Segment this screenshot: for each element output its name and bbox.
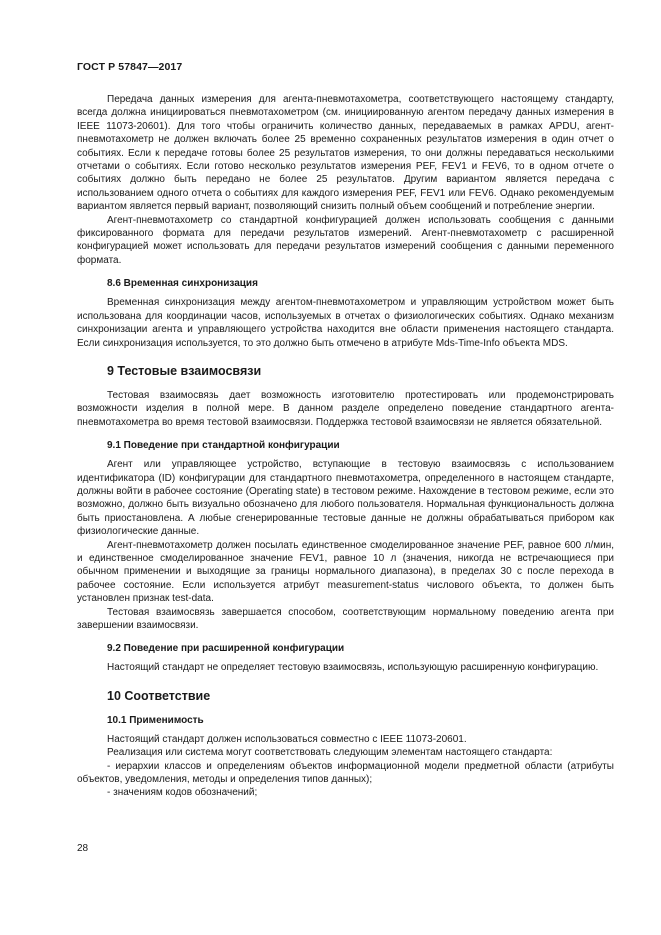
paragraph: Тестовая взаимосвязь завершается способом, соответствующим нормальному поведению агента при завершении взаимосвязи. bbox=[77, 606, 614, 631]
document-body bbox=[77, 93, 614, 800]
section-heading-9: 9 Тестовые взаимосвязи bbox=[107, 363, 262, 378]
list-item: - иерархии классов и определениям объектов информационной модели предметной области (атрибуты объектов, уведомления, методы и определения типов данных); bbox=[77, 760, 614, 786]
list-item: - значениям кодов обозначений; bbox=[107, 787, 258, 799]
paragraph: Временная синхронизация между агентом-пневмотахометром и управляющим устройством может быть использована для координации часов, используемых в отчетах о физиологических событиях. Однако механизм синхронизации агента и управляющего устройства находится вне области применения настоящего стандарта. Если синхронизация используется, то это должно быть отмечено в атрибуте Mds-Time-Info объекта MDS. bbox=[77, 297, 614, 349]
paragraph: Тестовая взаимосвязь дает возможность изготовителю протестировать или продемонстрировать возможности изделия в полной мере. В данном разделе определено поведение стандартного агента-пневмотахометра во время тестовой взаимосвязи. Поддержка тестовой взаимосвязи не является обязательной. bbox=[77, 389, 614, 428]
paragraph: Передача данных измерения для агента-пневмотахометра, соответствующего настоящему стандарту, всегда должна инициироваться пневмотахометром (см. инициированную агентом передачу данных измерения в IEEE 11073-20601). Для того чтобы ограничить количество данных, передаваемых в рамках APDU, агент-пневмотахометр не должен включать более 25 временно сохраненных результатов измерения в один отчет о событиях. Если к передаче готовы более 25 результатов измерения, то они должны передаваться несколькими отчетами о событиях. Если готово несколько результатов измерения PEF, FEV1 и FEV6, то в одном отчете о событиях должно быть передано не более 25 результатов. Другим вариантом является передача с использованием одного отчета о событиях для каждого измерения PEF, FEV1 или FEV6. Однако рекомендуемым вариантом является первый вариант, позволяющий снизить полный объем сообщений и потребление энергии. bbox=[77, 94, 614, 213]
paragraph: Агент или управляющее устройство, вступающие в тестовую взаимосвязь с использованием идентификатора (ID) конфигурации для стандартного пневмотахометра, определенного в настоящем стандарте, должны войти в рабочее состояние (Operating state) в тестовом режиме. Нахождение в тестовом режиме, если это возможно, должно быть визуально обозначено для любого пользователя. Нормальная функциональность должна быть приостановлена. А любые сгенерированные тестовые данные не должны обрабатываться прибором как физиологические данные. bbox=[77, 459, 614, 538]
paragraph: Агент-пневмотахометр со стандартной конфигурацией должен использовать сообщения с данными фиксированного формата для передачи результатов измерений. Агент-пневмотахометр с расширенной конфигурацией может использовать для передачи результатов измерений сообщения с данными переменного формата. bbox=[77, 214, 614, 266]
paragraph: Реализация или система могут соответствовать следующим элементам настоящего стандарта: bbox=[107, 747, 553, 759]
page-number: 28 bbox=[77, 843, 89, 854]
paragraph: Агент-пневмотахометр должен посылать единственное смоделированное значение PEF, равное 600 л/мин, и единственное смоделированное значение FEV1, равное 10 л (значения, никогда не встречающиеся при обычном применении и выходящие за границы нормального диапазона), в пределах 30 с после перехода в рабочее состояние. Если используется атрибут measurement-status числового объекта, то должен быть установлен признак test-data. bbox=[77, 539, 614, 605]
section-heading-9-2: 9.2 Поведение при расширенной конфигурации bbox=[107, 643, 345, 655]
paragraph: Настоящий стандарт должен использоваться совместно с IEEE 11073-20601. bbox=[107, 733, 467, 745]
section-heading-8-6: 8.6 Временная синхронизация bbox=[107, 278, 258, 290]
paragraph: Настоящий стандарт не определяет тестовую взаимосвязь, использующую расширенную конфигурацию. bbox=[107, 662, 599, 674]
section-heading-10: 10 Соответствие bbox=[107, 688, 211, 703]
section-heading-9-1: 9.1 Поведение при стандартной конфигурации bbox=[107, 440, 340, 452]
document-header: ГОСТ Р 57847—2017 bbox=[77, 61, 183, 73]
section-heading-10-1: 10.1 Применимость bbox=[107, 714, 204, 726]
